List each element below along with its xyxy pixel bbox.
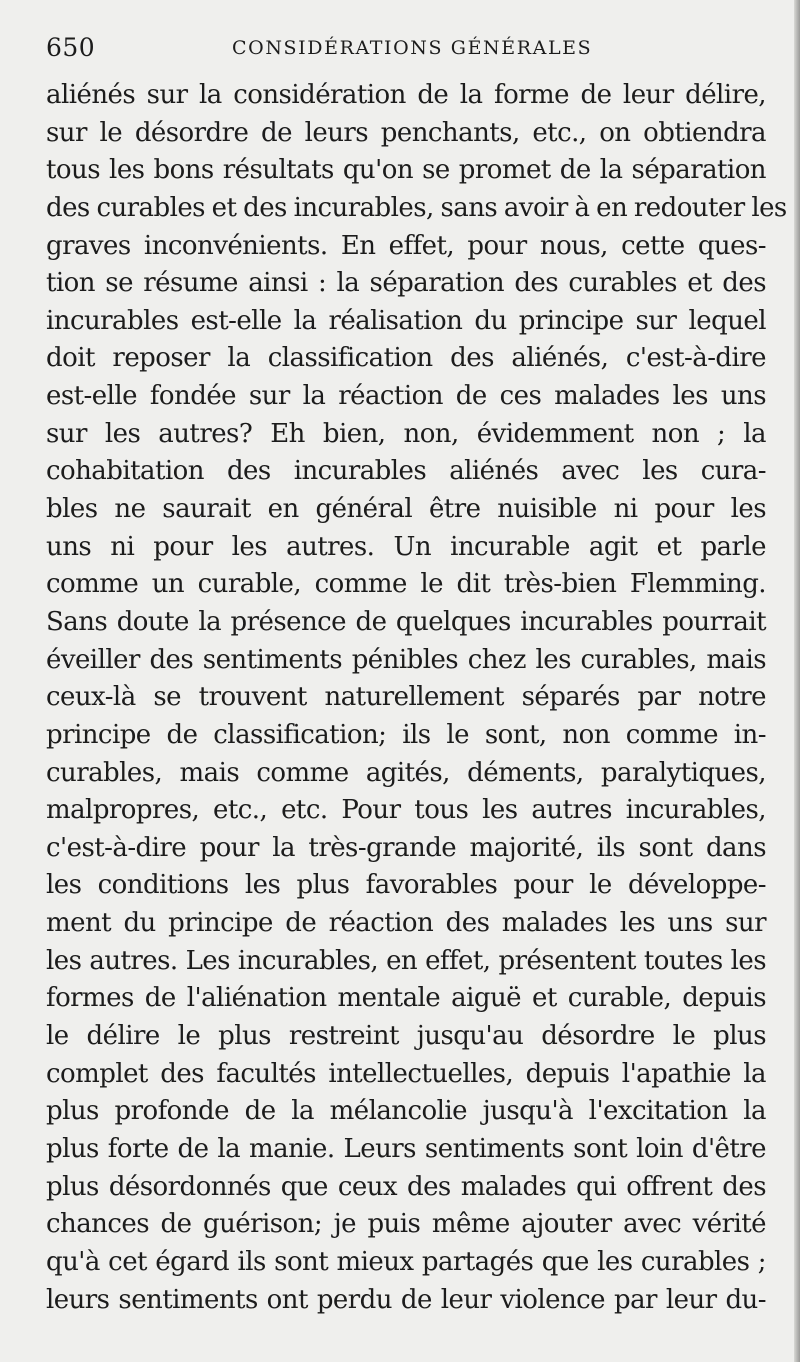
text-line: comme un curable, comme le dit très-bien Flemming. [46, 569, 766, 600]
text-line: complet des facultés intellectuelles, depuis l'apathie la [46, 1058, 766, 1089]
text-line: tous les bons résultats qu'on se promet de la séparation [46, 155, 766, 186]
text-line: cohabitation des incurables aliénés avec les cura- [46, 456, 766, 487]
text-line: plus forte de la manie. Leurs sentiments sont loin d'être [46, 1133, 766, 1164]
text-line: formes de l'aliénation mentale aiguë et curable, depuis [46, 983, 766, 1014]
text-line: malpropres, etc., etc. Pour tous les autres incurables, [46, 795, 766, 826]
text-line: curables, mais comme agités, déments, paralytiques, [46, 757, 766, 788]
body-text [46, 77, 787, 1319]
text-line: leurs sentiments ont perdu de leur violence par leur du- [46, 1284, 766, 1315]
text-line: les conditions les plus favorables pour le développe- [46, 870, 766, 901]
text-line: tion se résume ainsi : la séparation des curables et des [46, 268, 766, 299]
text-line: uns ni pour les autres. Un incurable agit et parle [46, 531, 766, 562]
text-line: ment du principe de réaction des malades les uns sur [46, 908, 766, 939]
text-line: plus désordonnés que ceux des malades qui offrent des [46, 1171, 766, 1202]
text-line: sur les autres? Eh bien, non, évidemment non ; la [46, 418, 766, 449]
text-line: les autres. Les incurables, en effet, présentent toutes les [46, 945, 766, 976]
text-line: éveiller des sentiments pénibles chez les curables, mais [46, 644, 766, 675]
text-line: est-elle fondée sur la réaction de ces malades les uns [46, 381, 766, 412]
text-line: incurables est-elle la réalisation du principe sur lequel [46, 305, 766, 336]
text-line: aliénés sur la considération de la forme de leur délire, [46, 80, 766, 110]
text-line: des curables et des incurables, sans avoir à en redouter les [46, 192, 787, 223]
text-line: principe de classification; ils le sont, non comme in- [46, 719, 766, 750]
text-line: bles ne saurait en général être nuisible ni pour les [46, 494, 766, 525]
text-line: le délire le plus restreint jusqu'au désordre le plus [46, 1021, 766, 1052]
text-line: plus profonde de la mélancolie jusqu'à l'excitation la [46, 1096, 766, 1127]
running-head [46, 30, 766, 66]
text-line: Sans doute la présence de quelques incurables pourrait [46, 606, 766, 637]
text-line: doit reposer la classification des aliénés, c'est-à-dire [46, 343, 766, 374]
page-edge-shadow [794, 0, 800, 1362]
text-line: ceux-là se trouvent naturellement séparés par notre [46, 682, 766, 713]
text-line: c'est-à-dire pour la très-grande majorité, ils sont dans [46, 832, 766, 863]
running-title: CONSIDÉRATIONS GÉNÉRALES [232, 37, 593, 59]
text-line: qu'à cet égard ils sont mieux partagés que les curables ; [46, 1246, 766, 1277]
text-line: graves inconvénients. En effet, pour nous, cette ques- [46, 230, 766, 261]
text-line: sur le désordre de leurs penchants, etc., on obtiendra [46, 117, 766, 148]
page-number: 650 [46, 33, 96, 62]
text-line: chances de guérison; je puis même ajouter avec vérité [46, 1209, 766, 1240]
